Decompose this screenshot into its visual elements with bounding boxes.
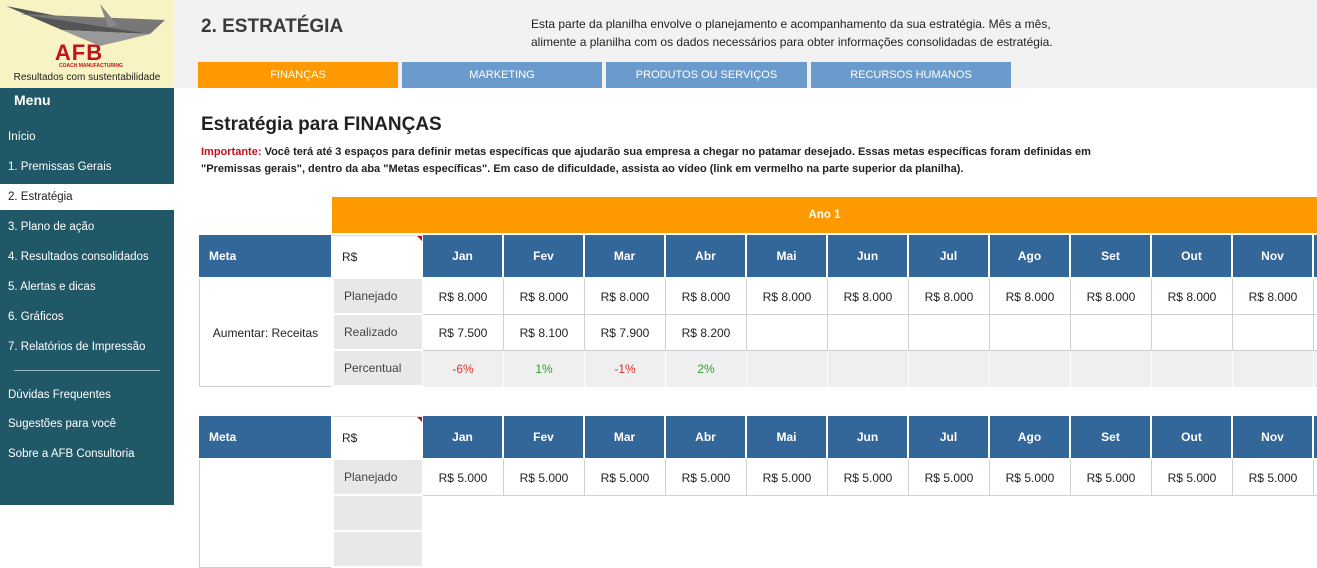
tab-recursos-humanos[interactable]: RECURSOS HUMANOS (811, 62, 1011, 88)
cell-planned-mar[interactable]: R$ 8.000 (585, 279, 666, 315)
currency-header: R$ (332, 416, 422, 458)
month-header-out: Out (1152, 416, 1231, 458)
logo-brand: AFB (54, 40, 104, 65)
important-label: Importante: (201, 146, 262, 158)
cell-actual-mai[interactable] (747, 315, 828, 351)
cell-planned-ago[interactable]: R$ 8.000 (990, 279, 1071, 315)
cell-planned-abr[interactable]: R$ 8.000 (666, 279, 747, 315)
month-header-jul: Jul (909, 416, 988, 458)
cell-planned-jul[interactable]: R$ 5.000 (909, 460, 990, 496)
cell-planned-nov[interactable]: R$ 8.000 (1233, 279, 1314, 315)
row-label-actual (334, 496, 422, 530)
cell-actual-mar[interactable]: R$ 7.900 (585, 315, 666, 351)
nav-premissas-gerais[interactable]: 1. Premissas Gerais (8, 161, 112, 173)
month-header-nov: Nov (1233, 235, 1312, 277)
logo-subtitle: COACH MANUFACTURING (59, 63, 123, 69)
month-header-fev: Fev (504, 416, 583, 458)
cell-planned-ago[interactable]: R$ 5.000 (990, 460, 1071, 496)
goal-label[interactable] (199, 460, 331, 568)
month-header-mar: Mar (585, 416, 664, 458)
cell-percent-jun (828, 351, 909, 387)
cell-planned-jun[interactable]: R$ 5.000 (828, 460, 909, 496)
month-header-fev: Fev (504, 235, 583, 277)
cell-actual-out[interactable] (1152, 315, 1233, 351)
cell-actual-jan[interactable]: R$ 7.500 (423, 315, 504, 351)
month-header-abr: Abr (666, 416, 745, 458)
cell-planned-jun[interactable]: R$ 8.000 (828, 279, 909, 315)
row-label-planned: Planejado (334, 279, 422, 313)
cell-percent-jan: -6% (423, 351, 504, 387)
page-title: 2. ESTRATÉGIA (201, 16, 344, 37)
cell-percent-jul (909, 351, 990, 387)
month-header-nov: Nov (1233, 416, 1312, 458)
cell-planned-set[interactable]: R$ 8.000 (1071, 279, 1152, 315)
row-label-percent (334, 532, 422, 566)
cell-percent-set (1071, 351, 1152, 387)
cell-planned-abr[interactable]: R$ 5.000 (666, 460, 747, 496)
cell-planned-jan[interactable]: R$ 8.000 (423, 279, 504, 315)
month-header-jan: Jan (423, 416, 502, 458)
cell-actual-jun[interactable] (828, 315, 909, 351)
cell-actual-jul[interactable] (909, 315, 990, 351)
tab-produtos-servicos[interactable]: PRODUTOS OU SERVIÇOS (606, 62, 807, 88)
nav-estrategia[interactable]: 2. Estratégia (0, 184, 174, 210)
month-header-ago: Ago (990, 235, 1069, 277)
month-header-set: Set (1071, 416, 1150, 458)
cell-planned-jan[interactable]: R$ 5.000 (423, 460, 504, 496)
cell-actual-ago[interactable] (990, 315, 1071, 351)
logo (0, 0, 174, 88)
sidebar (0, 88, 174, 505)
cell-percent-out (1152, 351, 1233, 387)
description-line-2: alimente a planilha com os dados necessários para obter informações consolidadas de estratégia. (531, 35, 1053, 49)
month-header-mar: Mar (585, 235, 664, 277)
cell-planned-mai[interactable]: R$ 5.000 (747, 460, 828, 496)
cell-planned-nov[interactable]: R$ 5.000 (1233, 460, 1314, 496)
row-label-actual: Realizado (334, 315, 422, 349)
month-header-jul: Jul (909, 235, 988, 277)
cell-actual-nov[interactable] (1233, 315, 1314, 351)
description-line-1: Esta parte da planilha envolve o planejamento e acompanhamento da sua estratégia. Mês a mês, (531, 17, 1051, 31)
cell-percent-abr: 2% (666, 351, 747, 387)
row-label-percent: Percentual (334, 351, 422, 385)
tab-marketing[interactable]: MARKETING (402, 62, 602, 88)
nav-graficos[interactable]: 6. Gráficos (8, 311, 64, 323)
important-text: Você terá até 3 espaços para definir metas específicas que ajudarão sua empresa a chegar no patamar desejado. Essas metas específicas foram definidas em "Premissas gerais", dentro da aba "Metas específicas". Em caso de dificuldade, assista ao vídeo (link em vermelho na parte superior da planilha). (201, 146, 1091, 175)
page-description (531, 15, 1131, 51)
cell-planned-out[interactable]: R$ 8.000 (1152, 279, 1233, 315)
nav-duvidas-frequentes[interactable]: Dúvidas Frequentes (8, 389, 111, 401)
cell-actual-set[interactable] (1071, 315, 1152, 351)
cell-actual-abr[interactable]: R$ 8.200 (666, 315, 747, 351)
cell-actual-fev[interactable]: R$ 8.100 (504, 315, 585, 351)
nav-divider (14, 370, 160, 371)
nav-inicio[interactable]: Início (8, 131, 36, 143)
nav-alertas-e-dicas[interactable]: 5. Alertas e dicas (8, 281, 96, 293)
cell-planned-mai[interactable]: R$ 8.000 (747, 279, 828, 315)
month-header-jan: Jan (423, 235, 502, 277)
nav-sugestoes[interactable]: Sugestões para você (8, 418, 117, 430)
cell-planned-jul[interactable]: R$ 8.000 (909, 279, 990, 315)
important-note (201, 144, 1141, 178)
row-label-planned: Planejado (334, 460, 422, 494)
cell-planned-set[interactable]: R$ 5.000 (1071, 460, 1152, 496)
goal-label[interactable]: Aumentar: Receitas (199, 279, 331, 387)
month-header-ago: Ago (990, 416, 1069, 458)
cell-percent-mai (747, 351, 828, 387)
cell-planned-mar[interactable]: R$ 5.000 (585, 460, 666, 496)
month-header-jun: Jun (828, 235, 907, 277)
tab-financas[interactable]: FINANÇAS (198, 62, 398, 88)
month-header-mai: Mai (747, 235, 826, 277)
menu-title: Menu (14, 92, 51, 108)
meta-header: Meta (199, 235, 331, 277)
nav-plano-de-acao[interactable]: 3. Plano de ação (8, 221, 95, 233)
cell-percent-mar: -1% (585, 351, 666, 387)
cell-percent-nov (1233, 351, 1314, 387)
month-header-out: Out (1152, 235, 1231, 277)
logo-tagline: Resultados com sustentabilidade (13, 72, 161, 83)
currency-header: R$ (332, 235, 422, 277)
nav-resultados-consolidados[interactable]: 4. Resultados consolidados (8, 251, 149, 263)
month-header-abr: Abr (666, 235, 745, 277)
meta-header: Meta (199, 416, 331, 458)
nav-relatorios-de-impressao[interactable]: 7. Relatórios de Impressão (8, 341, 146, 353)
section-title: Estratégia para FINANÇAS (201, 114, 442, 135)
nav-sobre-afb[interactable]: Sobre a AFB Consultoria (8, 448, 135, 460)
cell-planned-fev[interactable]: R$ 5.000 (504, 460, 585, 496)
month-header-mai: Mai (747, 416, 826, 458)
cell-percent-fev: 1% (504, 351, 585, 387)
cell-percent-ago (990, 351, 1071, 387)
cell-planned-out[interactable]: R$ 5.000 (1152, 460, 1233, 496)
month-header-set: Set (1071, 235, 1150, 277)
month-header-jun: Jun (828, 416, 907, 458)
year-header: Ano 1 (332, 197, 1317, 233)
cell-planned-fev[interactable]: R$ 8.000 (504, 279, 585, 315)
